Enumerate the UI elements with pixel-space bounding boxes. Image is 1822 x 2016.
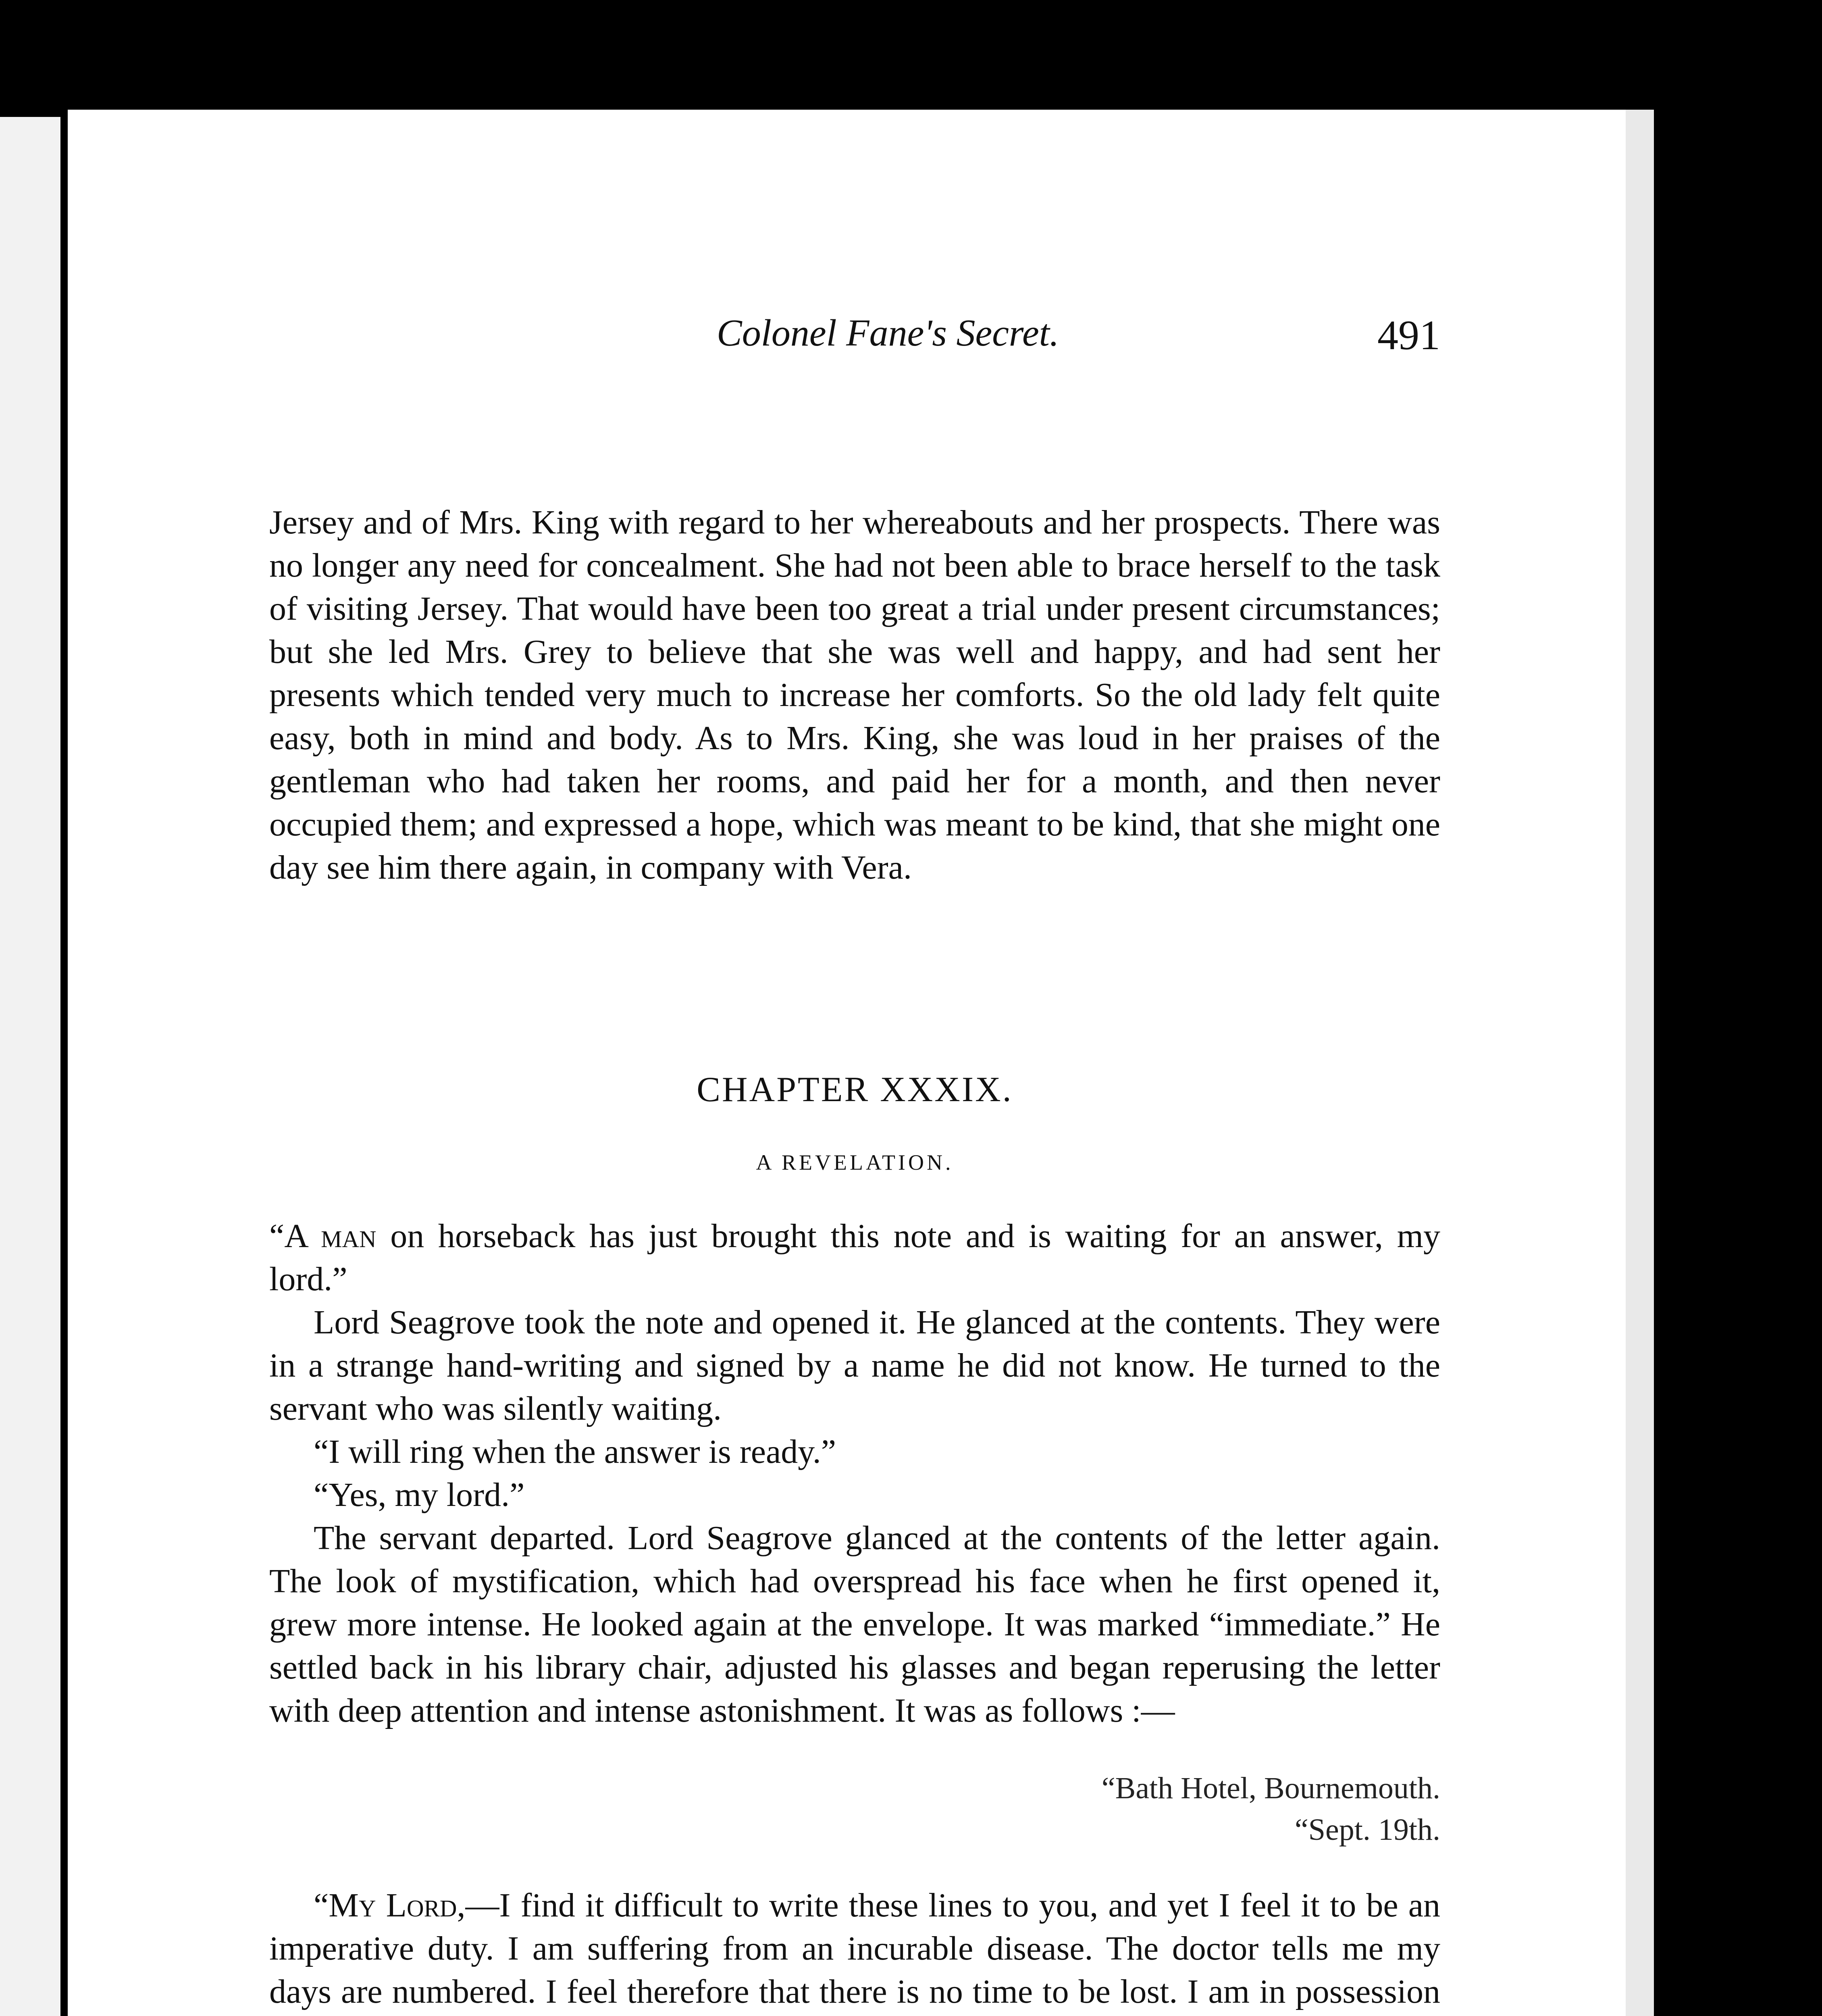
- paragraph-note-opened: Lord Seagrove took the note and opened it. He glanced at the contents. They were in a strange hand-writing and signed by a name he did not know. He turned to the servant who was silently waiting.: [269, 1304, 1440, 1427]
- chapter-body: [269, 1214, 1440, 1732]
- opening-smallcaps-word: man: [320, 1217, 376, 1255]
- paragraph-letter-intro: The servant departed. Lord Seagrove glanced at the contents of the letter again. The look of mystification, which had overspread his face when he first opened it, grew more intense. He looked again at the envelope. It was marked “immediate.” He settled back in his library chair, adjusted his glasses and began reperusing the letter with deep attention and intense astonishment. It was as follows :—: [269, 1519, 1440, 1729]
- continued-text: [269, 501, 1440, 889]
- letter-paragraph: [269, 1884, 1440, 2016]
- paragraph-ring-answer: “I will ring when the answer is ready.”: [314, 1433, 836, 1470]
- letter-text: ,—I find it difficult to write these lines to you, and yet I feel it to be an imperative duty. I am suffering from an incurable disease. The doctor tells me my days are numbered. I feel therefore that there is no time to be lost. I am in possession: [269, 1887, 1440, 2010]
- opening-quote: “A: [269, 1217, 307, 1255]
- opening-paragraph-text: on horseback has just brought this note and is waiting for an answer, my lord.”: [269, 1217, 1441, 1298]
- opening-paragraph: [269, 1214, 1440, 1301]
- page-edge-shadow: [1626, 110, 1654, 2016]
- left-page-edge: [0, 117, 60, 2016]
- continued-paragraph: Jersey and of Mrs. King with regard to her whereabouts and her prospects. There was no longer any need for concealment. She had not been able to brace herself to the task of visiting Jersey. That would have been too great a trial under present circumstances; but she led Mrs. Grey to believe that she was well and happy, and had sent her presents which tended very much to increase her comforts. So the old lady felt quite easy, both in mind and body. As to Mrs. King, she was loud in her praises of the gentleman who had taken her rooms, and paid her for a month, and then never occupied them; and expressed a hope, which was meant to be kind, that she might one day see him there again, in company with Vera.: [269, 504, 1440, 886]
- page-header: [269, 311, 1440, 368]
- letter-address-line: “Bath Hotel, Bournemouth.: [1101, 1771, 1440, 1805]
- chapter-subtitle: A REVELATION.: [756, 1150, 954, 1175]
- letter-body: [269, 1884, 1440, 2016]
- letter-date-line: “Sept. 19th.: [1295, 1813, 1440, 1847]
- paragraph-servant-reply: “Yes, my lord.”: [314, 1476, 525, 1514]
- book-page: [68, 110, 1654, 2016]
- chapter-title: CHAPTER XXXIX.: [697, 1070, 1013, 1109]
- salutation-quote: “: [314, 1887, 329, 1924]
- page-number: 491: [1377, 312, 1440, 358]
- letter-salutation: My Lord: [329, 1887, 457, 1924]
- running-title: Colonel Fane's Secret.: [717, 312, 1059, 354]
